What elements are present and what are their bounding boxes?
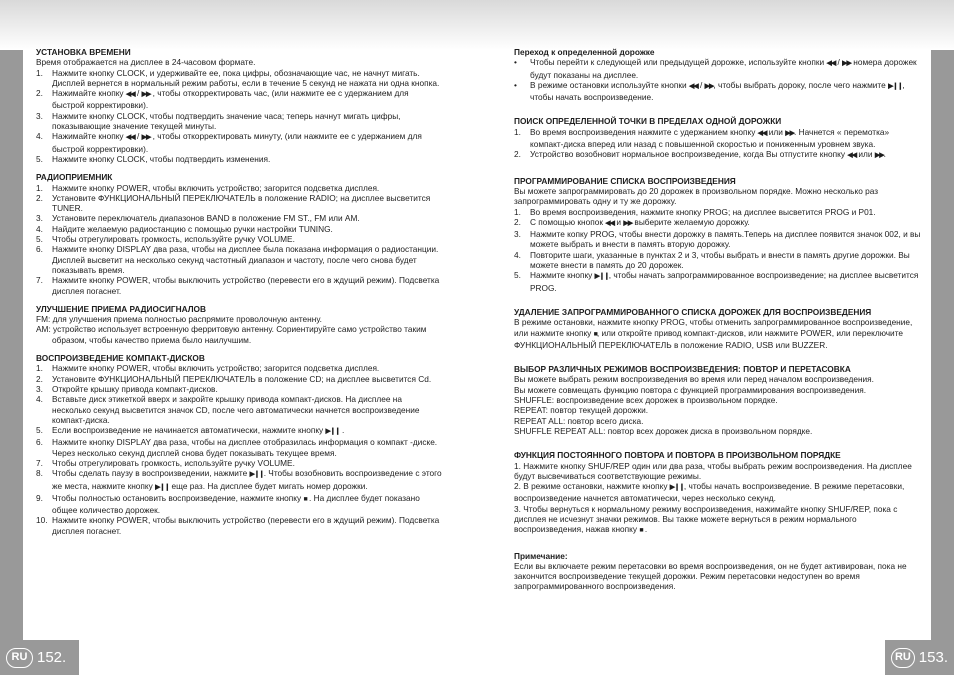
section-heading-radio: РАДИОПРИЕМНИК	[36, 172, 113, 183]
mode-line: Вы можете выбрать режим воспроизведения во время или перед началом воспроизведения.	[514, 374, 874, 385]
list-item: 2. Устройство возобновит нормальное воспроизведение, когда Вы отпустите кнопку ◀◀ или ▶▶.	[514, 149, 922, 161]
prev-icon: ◀◀	[847, 152, 857, 160]
play-pause-icon: ▶❙❙	[325, 428, 340, 436]
stop-icon: ■	[639, 527, 643, 535]
play-pause-icon: ▶❙❙	[249, 471, 264, 479]
note-heading: Примечание:	[514, 550, 568, 561]
play-pause-icon: ▶❙❙	[594, 273, 609, 281]
section-heading-delete: УДАЛЕНИЕ ЗАПРОГРАММИРОВАННОГО СПИСКА ДОРОЖЕК ДЛЯ ВОСПРОИЗВЕДЕНИЯ	[514, 306, 872, 317]
next-icon: ▶▶	[704, 82, 714, 90]
list-item: 9. Чтобы полностью остановить воспроизведение, нажмите кнопку ■ . На дисплее будет показано общее количество дорожек.	[36, 492, 420, 516]
list-item: 8. Чтобы сделать паузу в воспроизведении, нажмите ▶❙❙. Чтобы возобновить воспроизведение с этого же места, нажмите кнопку ▶❙❙ еще раз. На дисплее будет мигать номер дорожки.	[36, 468, 442, 493]
left-page-edge	[0, 50, 23, 675]
mode-line: REPEAT: повтор текущей дорожки.	[514, 405, 649, 416]
list-item: 5. Нажмите кнопку CLOCK, чтобы подтвердить изменения.	[36, 153, 271, 164]
bullet-item: • В режиме остановки используйте кнопки ◀◀ / ▶▶, чтобы выбрать дороку, после чего нажмите ▶❙❙, чтобы начать воспроизведение.	[514, 79, 905, 103]
list-item: 3. Откройте крышку привода компакт-дисков.	[36, 383, 218, 394]
bullet-item: • Чтобы перейти к следующей или предыдущей дорожке, используйте кнопки ◀◀ / ▶▶ номера дорожек будут показаны на дисплее.	[514, 57, 917, 80]
list-item: 3. Установите переключатель диапазонов BAND в положение FM ST., FM или AM.	[36, 213, 360, 224]
list-item: 6. Нажмите кнопку DISPLAY два раза, чтобы на дисплее отобразилась информация о компакт -диске. Через несколько секунд дисплей снова будет показывать текущее время.	[36, 437, 438, 458]
list-item: 5. Чтобы отрегулировать громкость, используйте ручку VOLUME.	[36, 234, 295, 245]
mode-line: REPEAT ALL: повтор всего диска.	[514, 415, 644, 426]
reception-am: AM: устройство использует встроенную ферритовую антенну. Сориентируйте само устройство таким образом, чтобы качество приема было наилучшим.	[36, 324, 427, 345]
list-item: 2. С помощью кнопок ◀◀ и ▶▶ выберите желаемую дорожку.	[514, 217, 922, 229]
list-item: 3. Нажмите копку PROG, чтобы внести дорожку в память.Теперь на дисплее появится значок 002, и вы можете выбрать и внести в память вторую дорожку.	[514, 229, 921, 250]
prev-icon: ◀◀	[125, 134, 135, 142]
delete-text: В режиме остановки, нажмите кнопку PROG, чтобы отменить запрограммированное воспроизведение, или нажмите кнопку ■, или откройте привод компакт-дисков, или нажмите POWER, или переключите ФУНКЦИОНАЛЬНЫЙ ПЕРЕКЛЮЧАТЕЛЬ в положение RADIO, USB или BUZZER.	[514, 317, 913, 350]
list-item: 10. Нажмите кнопку POWER, чтобы выключить устройство (перевести его в ждущий режим). Подсветка дисплея погаснет.	[36, 515, 440, 536]
prev-icon: ◀◀	[826, 60, 836, 68]
section-heading-search: ПОИСК ОПРЕДЕЛЕННОЙ ТОЧКИ В ПРЕДЕЛАХ ОДНОЙ ДОРОЖКИ	[514, 116, 782, 127]
list-item: 2. Установите ФУНКЦИОНАЛЬНЫЙ ПЕРЕКЛЮЧАТЕЛЬ в положение RADIO; на дисплее высветится TUNER.	[36, 192, 431, 214]
list-item: 1. Нажмите кнопку POWER, чтобы включить устройство; загорится подсветка дисплея.	[36, 363, 380, 374]
list-item: 2. Нажимайте кнопку ◀◀ / ▶▶ , чтобы откорректировать час, (или нажмите ее с удержанием для быстрой корректировки).	[36, 88, 409, 111]
next-icon: ▶▶	[141, 91, 151, 99]
list-item: 1. Нажмите кнопку CLOCK, и удерживайте ее, пока цифры, обозначающие час, не начнут мигать. Дисплей вернется в нормальный режим работы, если в течение 5 секунд не нажата ни одна кнопка.	[36, 67, 440, 88]
stop-icon: ■	[593, 330, 597, 338]
left-page-badge	[0, 640, 79, 675]
list-item: 5. Если воспроизведение не начинается автоматически, нажмите кнопку ▶❙❙ .	[36, 425, 442, 437]
next-icon: ▶▶	[874, 152, 884, 160]
top-gradient-band	[0, 0, 954, 50]
note-text: Если вы включаете режим перетасовки во время воспроизведения, он не будет активирован, пока не закончится воспроизведение текущей дорожки. Режим перетасовки недоступен во время запрограммированного воспроизведения.	[514, 560, 907, 592]
mode-line: SHUFFLE: воспроизведение всех дорожек в произвольном порядке.	[514, 395, 778, 406]
list-item: 5. Нажмите кнопку ▶❙❙, чтобы начать запрограммированное воспроизведение; на дисплее высветится PROG.	[514, 270, 919, 293]
prog-intro: Вы можете запрограммировать до 20 дорожек в произвольном порядке. Можно несколько раз запрограммировать одну и ту же дорожку.	[514, 185, 879, 207]
reception-fm: FM: для улучшения приема полностью распрямите проволочную антенну.	[36, 314, 322, 325]
section-heading-reception: УЛУЧШЕНИЕ ПРИЕМА РАДИОСИГНАЛОВ	[36, 303, 206, 314]
list-item: 7. Нажмите кнопку POWER, чтобы выключить устройство (перевести его в ждущий режим). Подсветка дисплея погаснет.	[36, 275, 440, 296]
list-item: 4. Нажимайте кнопку ◀◀ / ▶▶ , чтобы откорректировать минуту, (или нажмите ее с удержанием для быстрой корректировки).	[36, 131, 422, 154]
page-number: 152.	[37, 649, 67, 666]
list-item: 7. Чтобы отрегулировать громкость, используйте ручку VOLUME.	[36, 457, 295, 468]
play-pause-icon: ▶❙❙	[669, 484, 684, 492]
section-heading-goto: Переход к определенной дорожке	[514, 47, 655, 57]
list-item: 2. Установите ФУНКЦИОНАЛЬНЫЙ ПЕРЕКЛЮЧАТЕЛЬ в положение CD; на дисплее высветится Cd.	[36, 373, 432, 384]
section-heading-modes: ВЫБОР РАЗЛИЧНЫХ РЕЖИМОВ ВОСПРОИЗВЕДЕНИЯ: ПОВТОР И ПЕРЕТАСОВКА	[514, 364, 851, 375]
prev-icon: ◀◀	[605, 219, 615, 227]
right-page-content	[514, 45, 922, 592]
list-item: 3. Нажмите кнопку CLOCK, чтобы подтвердить значение часа; теперь начнут мигать цифры, показывающие значение текущей минуты.	[36, 110, 401, 132]
right-page-badge	[885, 640, 954, 675]
time-intro: Время отображается на дисплее в 24-часовом формате.	[36, 57, 256, 68]
stop-icon: ■	[303, 495, 307, 503]
prev-icon: ◀◀	[125, 91, 135, 99]
next-icon: ▶▶	[141, 134, 151, 142]
play-pause-icon: ▶❙❙	[888, 82, 903, 90]
list-item: 1. Нажмите кнопку POWER, чтобы включить устройство; загорится подсветка дисплея.	[36, 182, 380, 193]
section-heading-shuffle: ФУНКЦИЯ ПОСТОЯННОГО ПОВТОРА И ПОВТОРА В ПРОИЗВОЛЬНОМ ПОРЯДКЕ	[514, 450, 841, 461]
language-badge: RU	[891, 648, 915, 668]
shuffle-p1: 1. Нажмите кнопку SHUF/REP один или два раза, чтобы выбрать режим воспроизведения. На дисплее будут высвечиваться соответствующие режимы.	[514, 460, 912, 481]
left-page-content	[36, 45, 442, 536]
section-heading-time: УСТАНОВКА ВРЕМЕНИ	[36, 47, 131, 57]
list-item: 1. Во время воспроизведения нажмите с удержанием кнопку ◀◀ или ▶▶. Начнется « перемотка» компакт-диска вперед или назад с повышенной скоростью и пониженным уровнем звука.	[514, 126, 890, 150]
prev-icon: ◀◀	[757, 129, 767, 137]
play-pause-icon: ▶❙❙	[155, 483, 170, 491]
list-item: 6. Нажмите кнопку DISPLAY два раза, чтобы на дисплее была показана информация о радиостанции. Дисплей высветит на несколько секунд частотный диапазон и частоту, после чего снова будет показывать время.	[36, 244, 439, 275]
list-item: 4. Вставьте диск этикеткой вверх и закройте крышку привода компакт-дисков. На дисплее на несколько секунд высветится значок CD, после чего автоматически начнется воспроизведение компакт-диска.	[36, 394, 420, 425]
shuffle-p3: 3. Чтобы вернуться к нормальному режиму воспроизведения, нажимайте кнопку SHUF/REP, пока с дисплея не исчезнут значки режимов. Вы также можете вернуться в режим нормального воспроизведения, нажав кнопку ■ .	[514, 504, 922, 537]
prev-icon: ◀◀	[688, 82, 698, 90]
list-item: 4. Найдите желаемую радиостанцию с помощью ручки настройки TUNING.	[36, 223, 333, 234]
next-icon: ▶▶	[785, 129, 794, 137]
page-number: 153.	[918, 649, 948, 666]
next-icon: ▶▶	[623, 219, 633, 227]
language-badge: RU	[6, 648, 33, 668]
next-icon: ▶▶	[842, 60, 851, 68]
shuffle-p2: 2. В режиме остановки, нажмите кнопку ▶❙❙, чтобы начать воспроизведение. В режиме перетасовки, воспроизведение начнется автоматически, через несколько секунд.	[514, 481, 905, 504]
list-item: 4. Повторите шаги, указанные в пунктах 2 и 3, чтобы выбрать и внести в память другие дорожки. Вы можете внести в память до 20 дорожек.	[514, 249, 910, 271]
section-heading-prog: ПРОГРАММИРОВАНИЕ СПИСКА ВОСПРОИЗВЕДЕНИЯ	[514, 175, 736, 186]
mode-line: Вы можете совмещать функцию повтора с функцией программирования воспроизведения.	[514, 384, 867, 395]
section-heading-cd: ВОСПРОИЗВЕДЕНИЕ КОМПАКТ-ДИСКОВ	[36, 353, 205, 364]
mode-line: SHUFFLE REPEAT ALL: повтор всех дорожек диска в произвольном порядке.	[514, 425, 813, 436]
right-page-edge	[931, 50, 954, 675]
list-item: 1. Во время воспроизведения, нажмите кнопку PROG; на дисплее высветится PROG и P01.	[514, 206, 876, 217]
